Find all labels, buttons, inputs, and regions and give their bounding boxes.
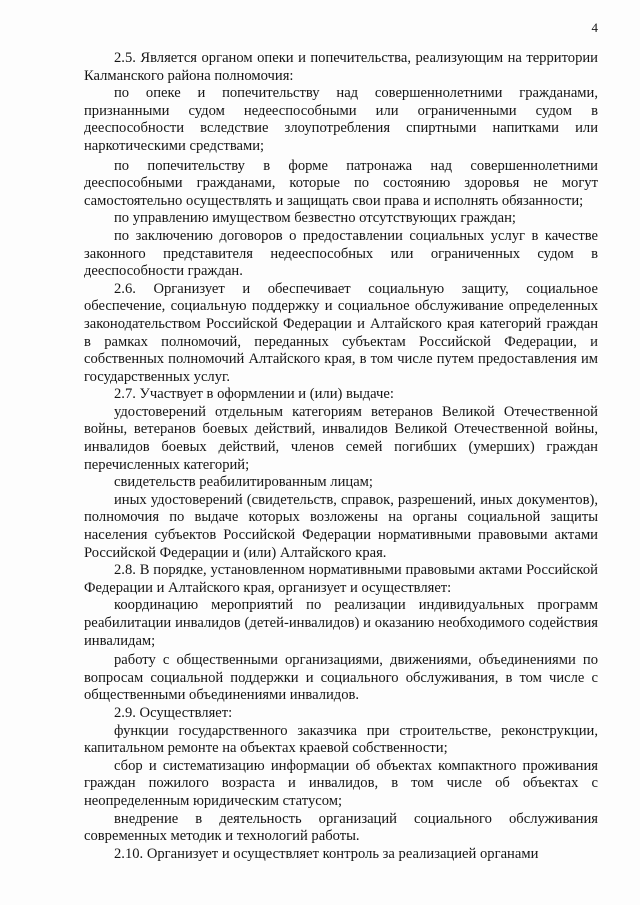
paragraph: координацию мероприятий по реализации индивидуальных программ реабилитации инвалидов (детей-инвалидов) и оказанию необходимого содействия инвалидам; [84,597,598,649]
paragraph: по попечительству в форме патронажа над совершеннолетними дееспособными гражданами, которые по состоянию здоровья не могут самостоятельно осуществлять и защищать свои права и исполнять обязанности; [84,157,598,209]
document-body [84,50,598,863]
paragraph: 2.7. Участвует в оформлении и (или) выдаче: [114,386,394,403]
paragraph: иных удостоверений (свидетельств, справок, разрешений, иных документов), полномочия по выдаче которых возложены на органы социальной защиты населения субъектов Российской Федерации нормативными правовыми актами Российской Федерации и (или) Алтайского края. [84,491,598,561]
paragraph: удостоверений отдельным категориям ветеранов Великой Отечественной войны, ветеранов боевых действий, инвалидов Великой Отечественной войны, инвалидов боевых действий, членов семей погибших (умерших) граждан перечисленных категорий; [84,403,598,473]
paragraph: 2.6. Организует и обеспечивает социальную защиту, социальное обеспечение, социальную поддержку и социальное обслуживание определенных законодательством Российской Федерации и Алтайского края категорий граждан в рамках полномочий, переданных субъектам Российской Федерации, и собственных полномочий Алтайского края, в том числе путем предоставления им государственных услуг. [84,280,598,385]
paragraph: 2.9. Осуществляет: [114,704,233,721]
paragraph: работу с общественными организациями, движениями, объединениями по вопросам социальной поддержки и социального обслуживания, в том числе с общественными объединениями инвалидов. [84,652,598,704]
paragraph: по опеке и попечительству над совершеннолетними гражданами, признанными судом недееспособными или ограниченными судом в дееспособности вследствие злоупотребления спиртными напитками или наркотическими средствами; [84,85,598,154]
paragraph: по заключению договоров о предоставлении социальных услуг в качестве законного представителя недееспособных или ограниченных судом в дееспособности граждан. [84,227,598,280]
paragraph: 2.10. Организует и осуществляет контроль за реализацией органами [114,845,539,862]
page-number: 4 [591,20,598,35]
paragraph: 2.5. Является органом опеки и попечительства, реализующим на территории Калманского района полномочия: [84,50,598,84]
paragraph: свидетельств реабилитированным лицам; [114,474,373,491]
paragraph: сбор и систематизацию информации об объектах компактного проживания граждан пожилого возраста и инвалидов, в том числе об объектах с неопределенным юридическим статусом; [84,757,598,809]
paragraph: внедрение в деятельность организаций социального обслуживания современных методик и технологий работы. [84,810,598,845]
paragraph: функции государственного заказчика при строительстве, реконструкции, капитальном ремонте на объектах краевой собственности; [84,722,598,757]
paragraph: 2.8. В порядке, установленном нормативными правовыми актами Российской Федерации и Алтайского края, организует и осуществляет: [84,562,598,596]
paragraph: по управлению имуществом безвестно отсутствующих граждан; [114,210,516,227]
